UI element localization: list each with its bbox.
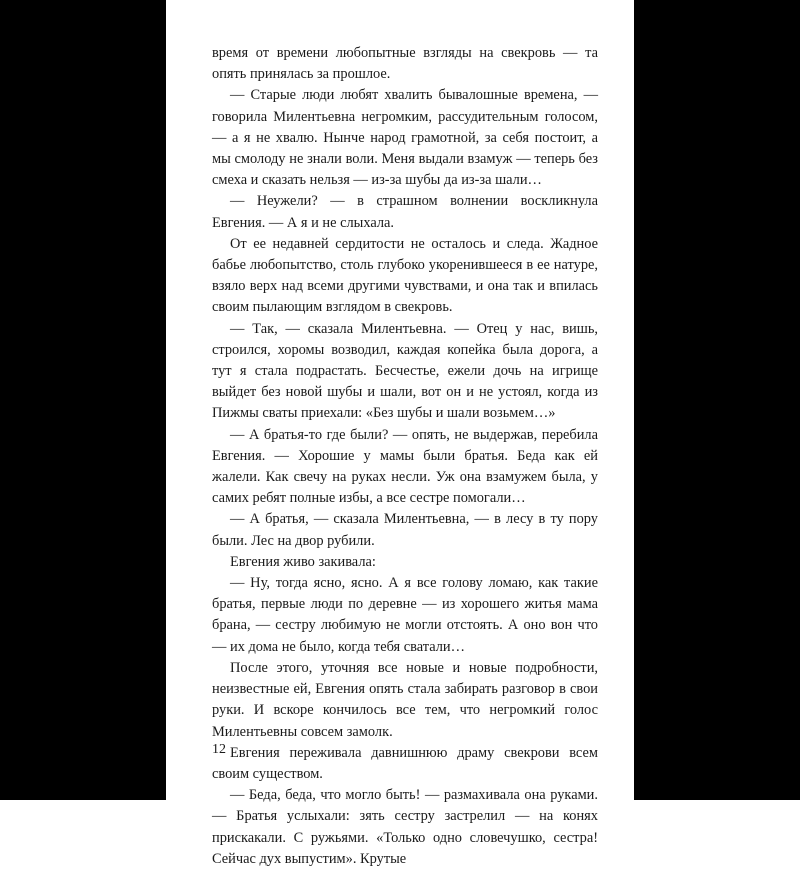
- body-text: [212, 43, 598, 870]
- paragraph: Евгения живо закивала:: [230, 553, 376, 570]
- paragraph: После этого, уточняя все новые и новые подробности, неизвестные ей, Евгения опять стала забирать разговор в свои руки. И вскоре кончилось все тем, что негромкий голос Милентьевны совсем замолк.: [212, 659, 598, 740]
- paragraph: — Так, — сказала Милентьевна. — Отец у нас, вишь, строился, хоромы возводил, каждая копейка была дорога, а тут я стала подрастать. Бесчестье, ежели дочь на игрище выйдет без новой шубы и шали, вот он и не устоял, когда из Пижмы сваты приехали: «Без шубы и шали возьмем…»: [212, 320, 598, 422]
- page-number: 12: [212, 742, 226, 757]
- paragraph: — Старые люди любят хвалить бывалошные времена, — говорила Милентьевна негромким, рассудительным голосом, — а я не хвалю. Нынче народ грамотной, за себя постоит, а мы смолоду не знали воли. Меня выдали взамуж — теперь без смеха и сказать нельзя — из-за шубы да из-за шали…: [212, 87, 598, 189]
- paragraph: время от времени любопытные взгляды на свекровь — та опять принялась за прошлое.: [212, 45, 598, 83]
- right-dark-margin: [634, 0, 800, 800]
- paragraph: — Неужели? — в страшном волнении воскликнула Евгения. — А я и не слыхала.: [212, 193, 598, 231]
- paragraph: Евгения переживала давнишнюю драму свекрови всем своим существом.: [212, 744, 598, 782]
- paragraph: От ее недавней сердитости не осталось и следа. Жадное бабье любопытство, столь глубоко укоренившееся в ее натуре, взяло верх над всеми другими чувствами, и она так и впилась своим пылающим взглядом в свекровь.: [212, 235, 598, 316]
- paragraph: — Беда, беда, что могло быть! — размахивала она руками. — Братья услыхали: зять сестру застрелил — на конях прискакали. С ружьями. «Только одно словечушко, сестра! Сейчас дух выпустим». Крутые: [212, 787, 598, 867]
- book-page: [166, 0, 634, 867]
- paragraph: — А братья, — сказала Милентьевна, — в лесу в ту пору были. Лес на двор рубили.: [212, 511, 598, 549]
- paragraph: — Ну, тогда ясно, ясно. А я все голову ломаю, как такие братья, первые люди по деревне — из хорошего житья мама брана, — сестру любимую не могли отстоять. А оно вон что — их дома не было, когда тебя сватали…: [212, 575, 598, 655]
- left-dark-margin: [0, 0, 166, 800]
- paragraph: — А братья-то где были? — опять, не выдержав, перебила Евгения. — Хорошие у мамы были братья. Беда как ей жалели. Как свечу на руках несли. Уж она взамужем была, у самих ребят полные избы, а все сестре помогали…: [212, 426, 598, 507]
